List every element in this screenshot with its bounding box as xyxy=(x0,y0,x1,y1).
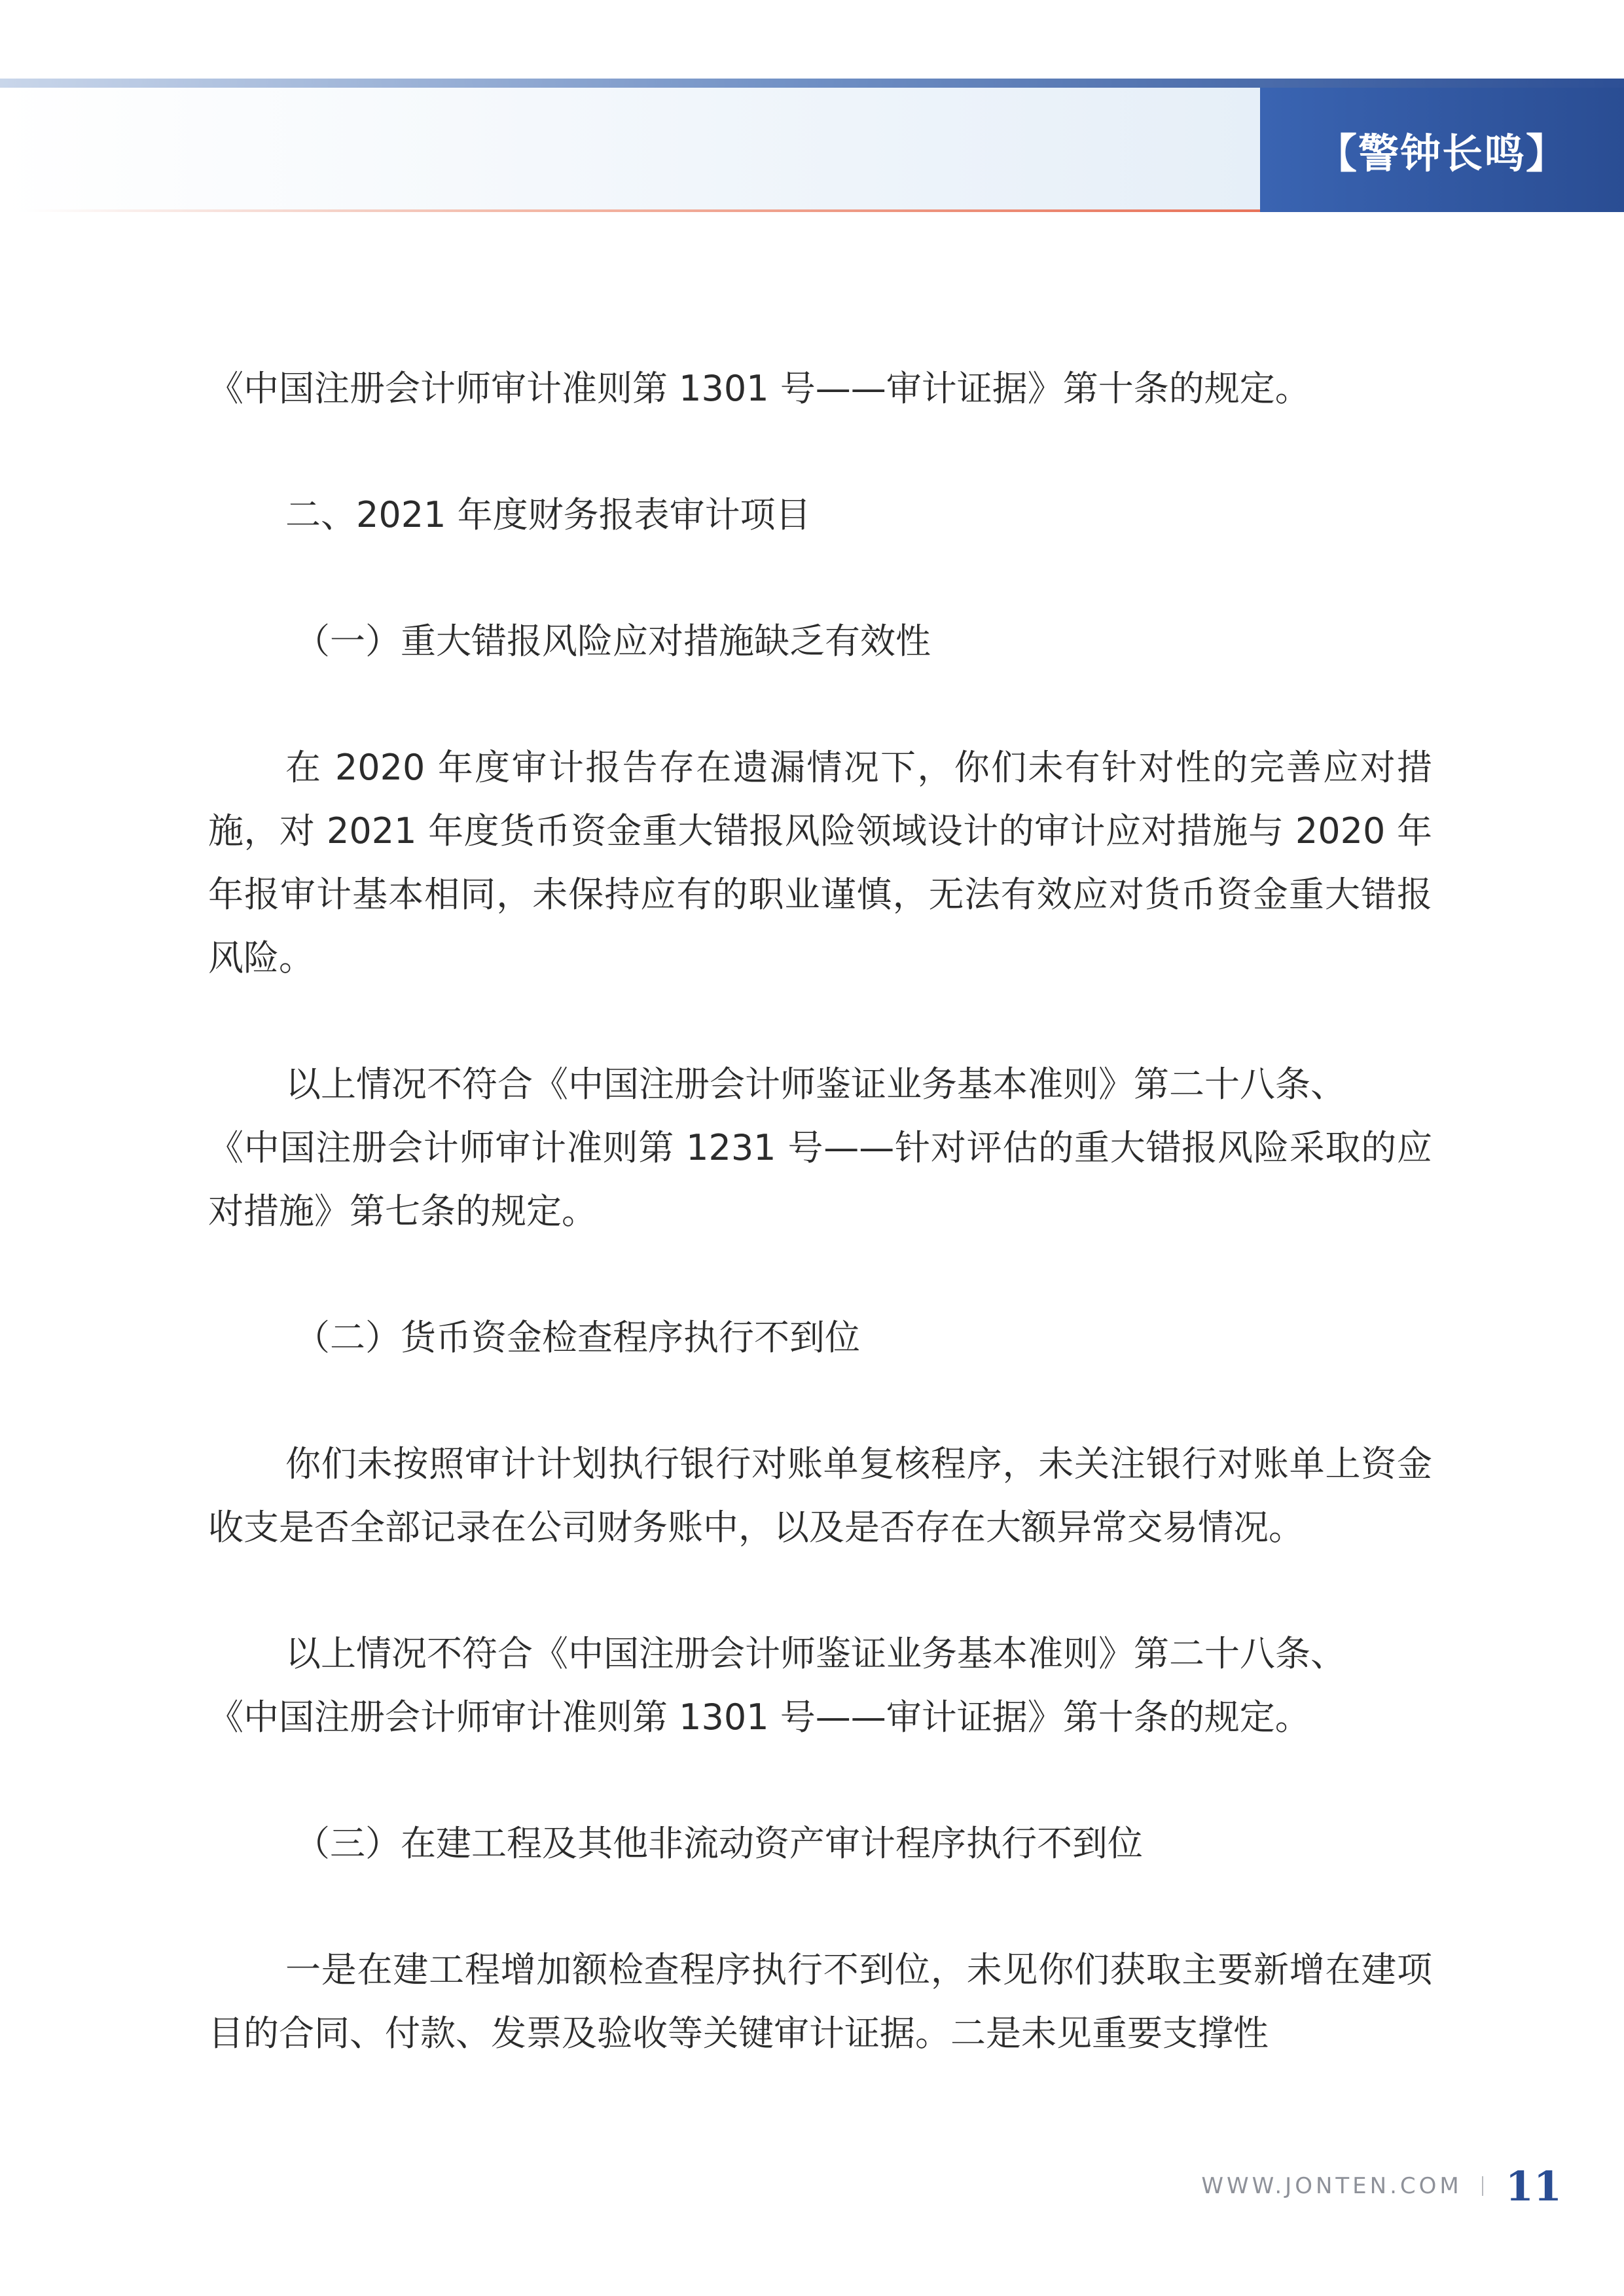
section-tag: 【警钟长鸣】 xyxy=(1260,88,1624,212)
page-footer xyxy=(1201,2160,1562,2212)
paragraph-4: 你们未按照审计计划执行银行对账单复核程序，未关注银行对账单上资金收支是否全部记录在公司财务账中，以及是否存在大额异常交易情况。 xyxy=(208,1443,1432,1548)
header-underline xyxy=(26,209,1260,212)
paragraph-1: 《中国注册会计师审计准则第 1301 号——审计证据》第十条的规定。 xyxy=(208,368,1310,409)
paragraph-3a: 以上情况不符合《中国注册会计师鉴证业务基本准则》第二十八条、 xyxy=(285,1064,1346,1105)
paragraph-6: 一是在建工程增加额检查程序执行不到位，未见你们获取主要新增在建项目的合同、付款、发票及验收等关键审计证据。二是未见重要支撑性 xyxy=(208,1949,1432,2054)
paragraph-5a: 以上情况不符合《中国注册会计师鉴证业务基本准则》第二十八条、 xyxy=(285,1633,1346,1674)
section-heading: 二、2021 年度财务报表审计项目 xyxy=(285,494,811,535)
subsection-heading-3: （三）在建工程及其他非流动资产审计程序执行不到位 xyxy=(295,1823,1143,1864)
subsection-heading-1: （一）重大错报风险应对措施缺乏有效性 xyxy=(295,620,931,662)
header-band xyxy=(0,88,1260,212)
subsection-heading-2: （二）货币资金检查程序执行不到位 xyxy=(295,1317,860,1358)
header-accent-bar xyxy=(0,79,1624,88)
paragraph-5b: 《中国注册会计师审计准则第 1301 号——审计证据》第十条的规定。 xyxy=(208,1696,1310,1738)
page-number: 11 xyxy=(1505,2162,1562,2210)
footer-website: WWW.JONTEN.COM xyxy=(1201,2173,1462,2199)
paragraph-2: 在 2020 年度审计报告存在遗漏情况下，你们未有针对性的完善应对措施，对 2021 年度货币资金重大错报风险领域设计的审计应对措施与 2020 年年报审计基本相同，未保持应有的职业谨慎，无法有效应对货币资金重大错报风险。 xyxy=(208,747,1432,978)
page-content xyxy=(208,357,1432,2065)
paragraph-3b: 《中国注册会计师审计准则第 1231 号——针对评估的重大错报风险采取的应对措施》第七条的规定。 xyxy=(208,1127,1432,1232)
footer-divider xyxy=(1482,2176,1483,2196)
